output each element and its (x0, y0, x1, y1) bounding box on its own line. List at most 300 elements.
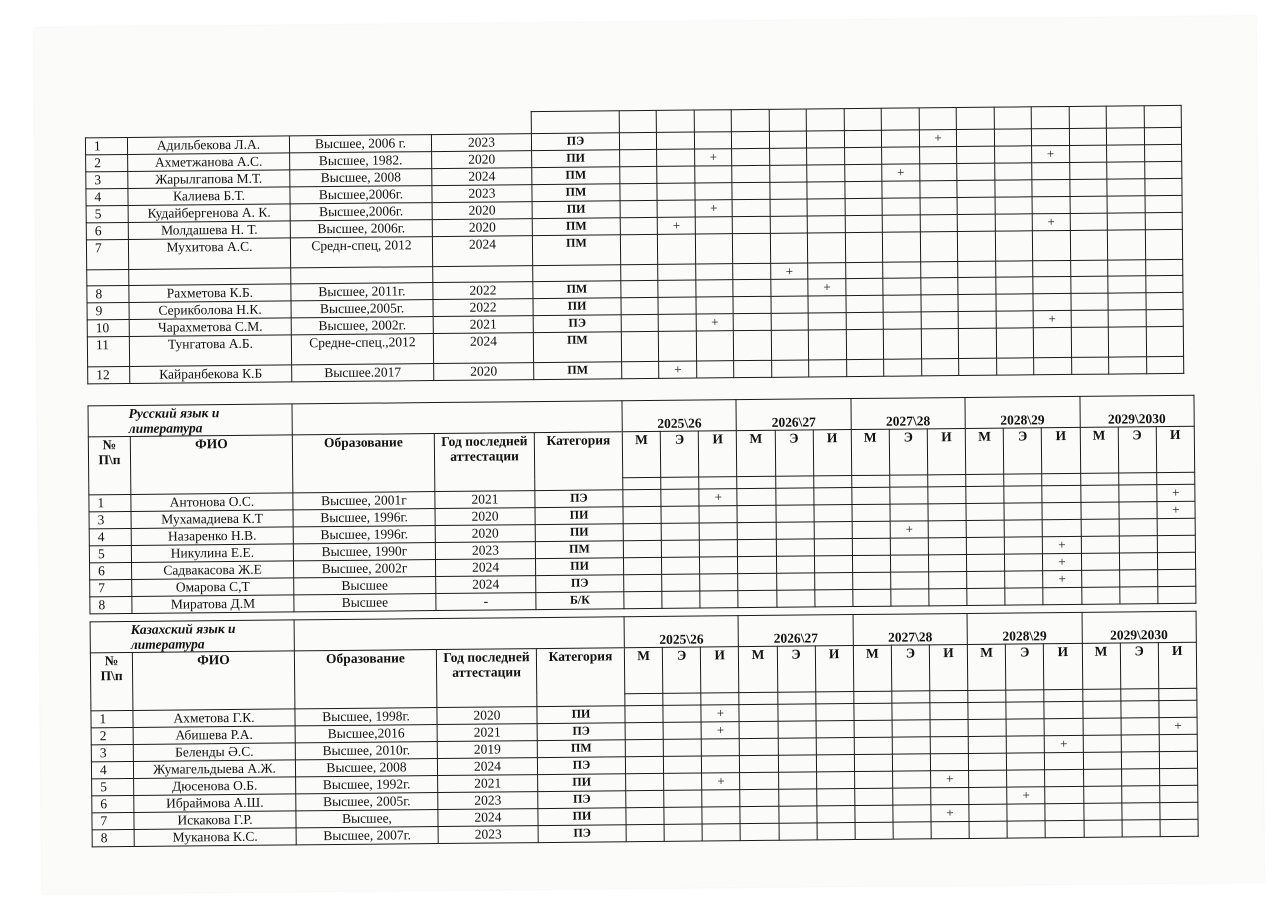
sub-header: М (1082, 643, 1121, 689)
plan-cell (1081, 536, 1119, 553)
plan-cell (1108, 327, 1146, 357)
plan-cell (957, 197, 995, 214)
plan-cell (657, 132, 695, 149)
blank-cell (694, 110, 732, 132)
plan-cell (966, 486, 1004, 503)
plan-cell (700, 557, 738, 574)
plan-cell (1159, 768, 1197, 785)
plan-cell (776, 590, 814, 607)
plan-cell (882, 181, 920, 198)
plan-cell (695, 166, 733, 183)
plan-cell (994, 163, 1032, 180)
blank-cell (919, 108, 957, 130)
teacher-name: Дюсенова О.Б. (134, 777, 296, 796)
plan-cell (733, 296, 771, 313)
plan-cell (778, 755, 816, 772)
header-spacer-cell (777, 692, 815, 704)
plan-cell (854, 754, 892, 771)
category: ПМ (533, 332, 621, 363)
plan-cell (694, 132, 732, 149)
education: Высшее, 2011г. (291, 283, 433, 301)
plan-cell: + (1007, 787, 1045, 804)
sub-header: М (1080, 427, 1119, 473)
sub-header: Э (889, 429, 928, 475)
period-header: 2027\28 (853, 613, 968, 645)
plan-cell (697, 361, 735, 378)
header-spacer-cell (813, 476, 851, 488)
header-spacer-cell (890, 475, 928, 487)
plan-cell (700, 591, 738, 608)
plan-cell (845, 164, 883, 181)
teacher-name: Жумагельдыева А.Ж. (133, 760, 295, 779)
plan-cell (1146, 326, 1184, 356)
sub-header: Э (891, 645, 930, 691)
teacher-name: Антонова О.С. (131, 493, 293, 512)
plan-cell (994, 129, 1032, 146)
last-attestation-year: 2020 (432, 151, 532, 169)
plan-cell (661, 523, 699, 540)
plan-cell (771, 279, 809, 296)
plan-cell (1118, 485, 1156, 502)
teacher-name: Адильбекова Л.А. (127, 136, 289, 155)
row-number: 7 (86, 239, 128, 269)
plan-cell (732, 199, 770, 216)
plan-cell (1007, 736, 1045, 753)
row-number: 3 (86, 171, 128, 188)
plan-cell (1121, 752, 1159, 769)
plan-cell (920, 198, 958, 215)
plan-cell (770, 199, 808, 216)
plan-cell (884, 359, 922, 376)
plan-cell (1107, 196, 1145, 213)
plan-cell (1083, 786, 1121, 803)
plan-cell (996, 311, 1034, 328)
plan-cell (957, 146, 995, 163)
row-number: 5 (89, 545, 131, 562)
plan-cell (658, 280, 696, 297)
header-spacer-cell (775, 476, 813, 488)
plan-cell (995, 214, 1033, 231)
plan-cell (621, 314, 659, 331)
header-spacer-cell (1082, 689, 1120, 701)
header-number: № П\п (90, 652, 133, 710)
plan-cell: + (1033, 310, 1071, 327)
category: ПЭ (538, 791, 626, 809)
plan-cell (1145, 195, 1183, 212)
plan-cell (1007, 770, 1045, 787)
header-spacer-cell (1159, 688, 1197, 700)
plan-cell (1121, 701, 1159, 718)
plan-cell (1069, 145, 1107, 162)
education: Средн-спец, 2012 (290, 237, 432, 268)
plan-cell (852, 572, 890, 589)
blank-cell (1106, 106, 1144, 128)
last-attestation-year: 2020 (435, 508, 535, 526)
plan-cell (778, 789, 816, 806)
plan-cell (702, 790, 740, 807)
plan-cell (695, 183, 733, 200)
plan-cell: + (1159, 717, 1197, 734)
sub-header: Э (1120, 643, 1159, 689)
blank-cell (769, 109, 807, 131)
teacher-name: Мухамадиева К.Т (131, 510, 293, 529)
row-number (87, 269, 129, 285)
plan-cell: + (699, 489, 737, 506)
plan-cell (892, 703, 930, 720)
header-spacer-cell (739, 692, 777, 704)
plan-cell (1121, 786, 1159, 803)
plan-cell (699, 506, 737, 523)
plan-cell (969, 753, 1007, 770)
plan-cell (1005, 537, 1043, 554)
plan-cell (779, 823, 817, 840)
plan-cell (966, 520, 1004, 537)
education: Высшее, 2008 (295, 759, 437, 777)
plan-cell (1033, 230, 1071, 260)
blank-cell (994, 107, 1032, 129)
sub-header: Э (660, 431, 699, 477)
plan-cell (1119, 519, 1157, 536)
plan-cell (1145, 229, 1183, 259)
plan-cell (957, 129, 995, 146)
plan-cell (845, 232, 883, 262)
last-attestation-year: 2021 (437, 724, 537, 742)
plan-cell (994, 146, 1032, 163)
plan-cell (814, 556, 852, 573)
teacher-name: Тунгатова А.Б. (129, 335, 291, 367)
sub-header: Э (1118, 427, 1157, 473)
teacher-name: Молдашева Н. Т. (128, 221, 290, 240)
plan-cell (696, 331, 734, 361)
header-spacer-cell (623, 477, 661, 489)
category: ПМ (533, 281, 621, 299)
plan-cell (855, 805, 893, 822)
category: Б/К (536, 592, 624, 610)
plan-cell (853, 589, 891, 606)
teacher-name: Муканова К.С. (134, 828, 296, 847)
plan-cell (968, 736, 1006, 753)
category: ПИ (535, 524, 623, 542)
plan-cell (664, 773, 702, 790)
plan-cell (1045, 752, 1083, 769)
plan-cell (1106, 128, 1144, 145)
plan-cell (740, 806, 778, 823)
plan-cell (740, 755, 778, 772)
plan-cell (732, 182, 770, 199)
plan-cell: + (771, 263, 809, 279)
plan-cell (930, 736, 968, 753)
plan-cell (996, 328, 1034, 358)
sub-header: И (701, 647, 740, 693)
plan-cell (891, 572, 929, 589)
plan-cell (883, 262, 921, 278)
category: ПИ (535, 558, 623, 576)
education: Высшее, 1990г (293, 543, 435, 561)
plan-cell (996, 358, 1034, 375)
last-attestation-year: 2024 (432, 236, 532, 267)
plan-cell (892, 737, 930, 754)
sub-header: И (813, 430, 852, 476)
plan-cell (737, 505, 775, 522)
plan-cell: + (931, 770, 969, 787)
plan-cell (892, 720, 930, 737)
plan-cell (995, 261, 1033, 277)
sub-header: М (853, 645, 892, 691)
plan-cell (1070, 276, 1108, 293)
plan-cell (776, 573, 814, 590)
blank-cell (127, 114, 289, 138)
education: Высшее, 1982. (290, 152, 432, 170)
education: Высшее, 1996г. (293, 526, 435, 544)
plan-cell (1081, 502, 1119, 519)
plan-cell (1081, 519, 1119, 536)
plan-cell (739, 721, 777, 738)
plan-cell (920, 262, 958, 278)
plan-cell (883, 278, 921, 295)
row-number: 1 (89, 494, 131, 511)
last-attestation-year: 2019 (437, 741, 537, 759)
plan-cell (1107, 213, 1145, 230)
plan-cell (770, 182, 808, 199)
plan-cell (882, 147, 920, 164)
plan-cell (625, 756, 663, 773)
plan-cell (969, 770, 1007, 787)
category: ПМ (535, 541, 623, 559)
blank-cell (807, 109, 845, 131)
category: ПИ (535, 507, 623, 525)
category: ПМ (532, 235, 620, 266)
plan-cell (1146, 309, 1184, 326)
plan-cell (852, 538, 890, 555)
plan-cell (1081, 553, 1119, 570)
plan-cell (1005, 554, 1043, 571)
plan-cell (959, 358, 997, 375)
plan-cell (854, 737, 892, 754)
plan-cell (1107, 179, 1145, 196)
blank-cell (1069, 106, 1107, 128)
plan-cell (807, 199, 845, 216)
plan-cell (738, 556, 776, 573)
last-attestation-year: - (436, 593, 536, 611)
plan-cell (1042, 485, 1080, 502)
plan-cell: + (695, 149, 733, 166)
last-attestation-year: 2023 (435, 542, 535, 560)
plan-cell (1157, 552, 1195, 569)
teacher-name: Назаренко Н.В. (131, 527, 293, 546)
row-number: 5 (92, 778, 134, 795)
blank-cell (732, 109, 770, 131)
plan-cell (852, 487, 890, 504)
plan-cell (1107, 230, 1145, 260)
plan-cell (1146, 356, 1184, 373)
plan-cell (931, 787, 969, 804)
plan-cell (624, 574, 662, 591)
plan-cell (919, 147, 957, 164)
plan-cell: + (701, 705, 739, 722)
row-number: 1 (91, 710, 133, 727)
teacher-name: Жарылгапова М.Т. (128, 170, 290, 189)
plan-cell (921, 295, 959, 312)
plan-cell (957, 180, 995, 197)
row-number: 7 (90, 579, 132, 596)
plan-cell (1069, 162, 1107, 179)
plan-cell (732, 165, 770, 182)
plan-cell (662, 591, 700, 608)
plan-cell (626, 824, 664, 841)
period-header: 2025\26 (622, 400, 737, 432)
education: Высшее (294, 577, 436, 595)
plan-cell (1107, 162, 1145, 179)
category: ПЭ (535, 490, 623, 508)
plan-cell (995, 277, 1033, 294)
plan-cell (968, 702, 1006, 719)
plan-cell: + (1032, 213, 1070, 230)
header-spacer-cell (661, 477, 699, 489)
plan-cell (695, 217, 733, 234)
plan-cell (930, 753, 968, 770)
plan-cell (1146, 292, 1184, 309)
plan-cell (1122, 820, 1160, 837)
plan-cell (623, 489, 661, 506)
sub-header: М (622, 431, 661, 477)
education: Высшее,2016 (295, 725, 437, 743)
education: Высшее, 2001г (293, 492, 435, 510)
plan-cell (625, 739, 663, 756)
plan-cell (854, 720, 892, 737)
plan-cell (995, 231, 1033, 261)
sub-header: И (1044, 643, 1083, 689)
category: ПИ (537, 706, 625, 724)
last-attestation-year: 2023 (432, 185, 532, 203)
plan-cell (1043, 519, 1081, 536)
teacher-name: Кудайбергенова А. К. (128, 204, 290, 223)
education: Высшее, 2006г. (290, 220, 432, 238)
plan-cell (958, 294, 996, 311)
plan-cell (890, 538, 928, 555)
plan-cell (664, 824, 702, 841)
plan-cell (657, 166, 695, 183)
plan-cell (809, 330, 847, 360)
plan-cell (845, 198, 883, 215)
period-header: 2029\2030 (1082, 611, 1197, 643)
plan-cell (625, 705, 663, 722)
header-spacer-cell (1080, 473, 1118, 485)
plan-cell (695, 234, 733, 264)
plan-cell (1119, 502, 1157, 519)
education: Высшее.2017 (292, 364, 434, 382)
blank-cell (844, 108, 882, 130)
plan-cell (814, 590, 852, 607)
plan-cell: + (659, 361, 697, 378)
last-attestation-year: 2020 (435, 525, 535, 543)
plan-cell: + (808, 279, 846, 296)
category: ПЭ (536, 575, 624, 593)
plan-cell (659, 314, 697, 331)
plan-cell (1121, 718, 1159, 735)
plan-cell (958, 261, 996, 277)
header-category: Категория (534, 432, 623, 491)
plan-cell (702, 807, 740, 824)
header-education: Образование (292, 434, 435, 493)
plan-cell (1159, 785, 1197, 802)
last-attestation-year: 2022 (433, 299, 533, 317)
plan-cell (846, 329, 884, 359)
plan-cell (814, 573, 852, 590)
plan-cell: + (1045, 735, 1083, 752)
header-blank (292, 401, 622, 435)
teacher-name: Искакова Г.Р. (134, 811, 296, 830)
plan-cell (882, 130, 920, 147)
plan-cell (626, 790, 664, 807)
plan-cell (1160, 802, 1198, 819)
plan-cell (1032, 179, 1070, 196)
plan-cell (740, 772, 778, 789)
sub-header: Э (775, 430, 814, 476)
plan-cell (920, 181, 958, 198)
plan-cell (1119, 570, 1157, 587)
blank-cell (1144, 105, 1182, 127)
header-blank (294, 617, 624, 651)
sub-header: И (699, 431, 738, 477)
period-header: 2028\29 (965, 396, 1080, 428)
header-spacer-cell (1042, 473, 1080, 485)
row-number: 3 (91, 744, 133, 761)
plan-cell (1145, 275, 1183, 292)
blank-cell (289, 113, 431, 136)
plan-cell (883, 232, 921, 262)
plan-cell (814, 522, 852, 539)
plan-cell: + (1157, 484, 1195, 501)
education: Средне-спец.,2012 (291, 334, 433, 365)
plan-cell (1108, 276, 1146, 293)
plan-cell (664, 756, 702, 773)
plan-cell (1032, 162, 1070, 179)
plan-cell (928, 520, 966, 537)
plan-cell (959, 328, 997, 358)
plan-cell (807, 148, 845, 165)
plan-cell (771, 330, 809, 360)
plan-cell (769, 131, 807, 148)
teacher-name: Кайранбекова К.Б (130, 365, 292, 384)
sub-header: И (1156, 426, 1195, 472)
teacher-name: Никулина Е.Е. (131, 544, 293, 563)
plan-cell (846, 312, 884, 329)
sub-header: М (851, 429, 890, 475)
sub-header: И (815, 646, 854, 692)
plan-cell (967, 554, 1005, 571)
header-spacer-cell (815, 692, 853, 704)
header-spacer-cell (966, 474, 1004, 486)
plan-cell (732, 131, 770, 148)
plan-cell (1033, 260, 1071, 276)
plan-cell (624, 591, 662, 608)
period-header: 2026\27 (738, 615, 853, 647)
plan-cell (734, 330, 772, 360)
teacher-name: Ахметова Г.К. (133, 709, 295, 728)
category: ПЭ (537, 757, 625, 775)
header-spacer-cell (1004, 474, 1042, 486)
plan-cell (663, 722, 701, 739)
plan-cell (846, 278, 884, 295)
plan-cell (769, 148, 807, 165)
plan-cell (816, 721, 854, 738)
plan-cell (1108, 260, 1146, 276)
teacher-name: Садвакасова Ж.Е (132, 561, 294, 580)
plan-cell (1007, 804, 1045, 821)
plan-cell (1045, 820, 1083, 837)
last-attestation-year: 2024 (437, 758, 537, 776)
plan-cell (1157, 518, 1195, 535)
